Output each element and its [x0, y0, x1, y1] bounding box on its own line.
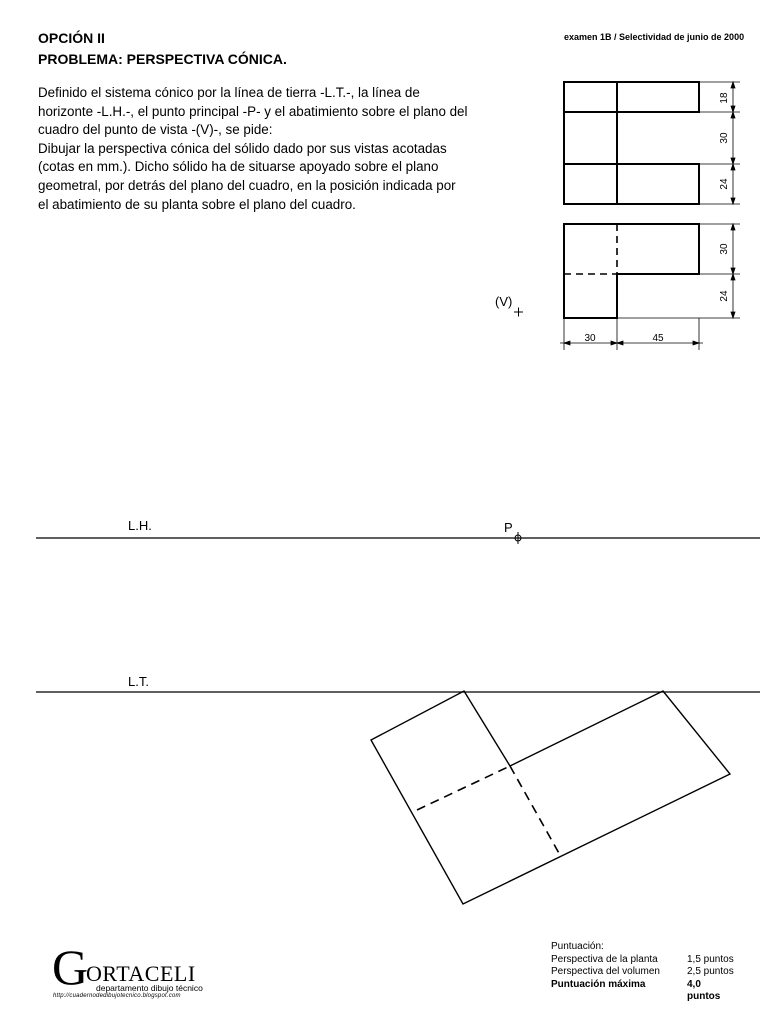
- scoring-total-points: 4,0 puntos: [687, 978, 721, 1002]
- front-view-middle-block: [564, 112, 617, 164]
- scoring-item-name: Perspectiva del volumen: [551, 966, 660, 977]
- principal-point-label: P: [504, 520, 513, 535]
- scoring-row: [551, 954, 736, 967]
- plan-view: [564, 224, 699, 318]
- horizon-label: L.H.: [128, 518, 152, 533]
- front-view-bottom-block: [564, 164, 699, 204]
- exam-reference: examen 1B / Selectividad de junio de 2000: [564, 32, 745, 42]
- front-dim-30: 30: [719, 132, 730, 144]
- scoring-table: [551, 941, 736, 1004]
- scoring-title: Puntuación:: [551, 941, 604, 952]
- rotated-plan-hidden-lines: [417, 766, 560, 855]
- scoring-item-points: 2,5 puntos: [687, 966, 734, 977]
- front-view-top-block: [564, 82, 699, 112]
- problem-title: PROBLEMA: PERSPECTIVA CÓNICA.: [38, 51, 287, 67]
- viewpoint-marker: [514, 308, 523, 317]
- statement-paragraph-2: Dibujar la perspectiva cónica del sólido dado por sus vistas acotadas (cotas en mm.). Dicho sólido ha de situarse apoyado sobre el plano geometral, por detrás del plano del cuadro, en la posición indicada por el abatimiento de su planta sobre el plano del cuadro.: [38, 140, 456, 212]
- plan-dim-45-horizontal: 45: [652, 333, 664, 344]
- scoring-item-points: 1,5 puntos: [687, 953, 734, 965]
- front-dim-18: 18: [719, 92, 730, 104]
- viewpoint-label: (V): [495, 294, 513, 309]
- plan-dim-30-horizontal: 30: [584, 333, 596, 344]
- plan-view-hidden-lines: [564, 224, 617, 274]
- plan-dim-30-vertical: 30: [719, 243, 730, 255]
- rotated-plan: [371, 691, 730, 904]
- logo-name: ORTACELI: [86, 961, 196, 986]
- plan-dim-24-vertical: 24: [719, 290, 730, 302]
- logo-url: http://cuadernodedibujotecnico.blogspot.com: [53, 993, 181, 999]
- front-dim-24: 24: [719, 178, 730, 190]
- scoring-total-row: [551, 979, 736, 1004]
- gortaceli-logo: [50, 942, 225, 1004]
- ground-line-label: L.T.: [128, 674, 149, 689]
- plan-view-dimensions: [560, 224, 740, 350]
- statement-paragraph-1: Definido el sistema cónico por la línea de tierra -L.T.-, la línea de horizonte -L.H.-, el punto principal -P- y el abatimiento sobre el plano del cuadro del punto de vista -(V)-, se pide:: [38, 85, 468, 138]
- scoring-row: [551, 966, 736, 979]
- rotated-plan-outline: [371, 691, 730, 904]
- option-title: OPCIÓN II: [38, 30, 105, 46]
- scoring-item-name: Perspectiva de la planta: [551, 953, 658, 965]
- svg-text:G: G: [52, 942, 89, 992]
- logo-department: departamento dibujo técnico: [96, 983, 203, 993]
- plan-view-outline: [564, 224, 699, 318]
- scoring-total-name: Puntuación máxima: [551, 978, 646, 990]
- front-view: [564, 82, 699, 204]
